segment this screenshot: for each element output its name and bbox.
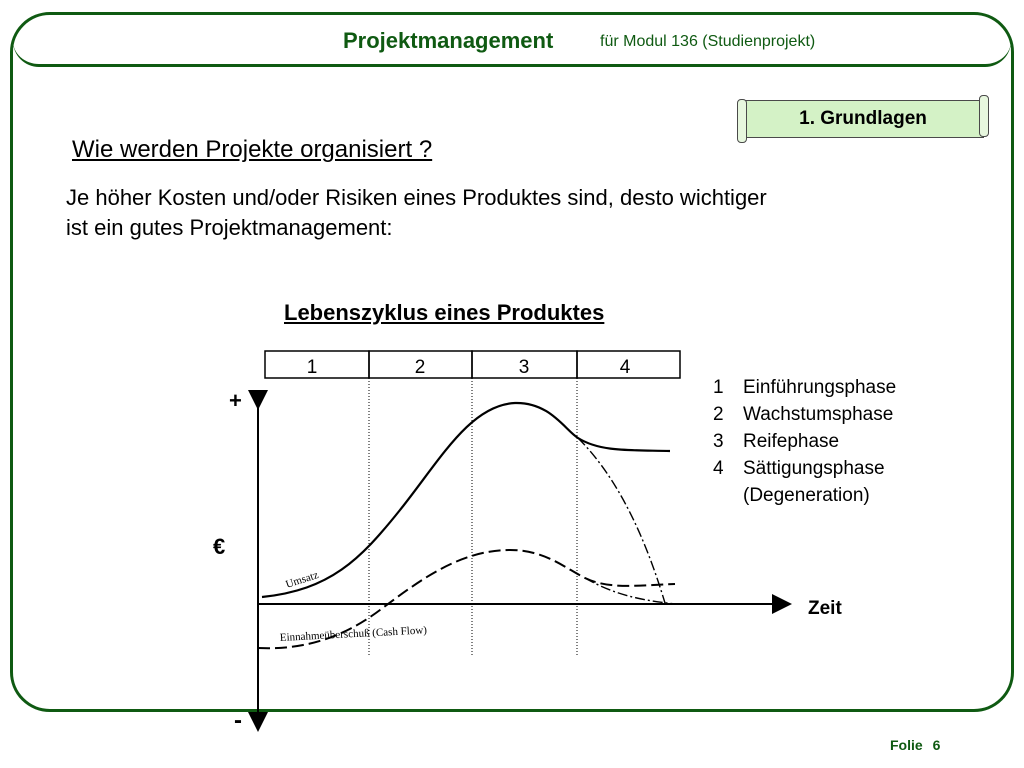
slide-heading: Wie werden Projekte organisiert ? (72, 136, 433, 163)
y-axis-label: € (213, 534, 226, 559)
legend-item-num: 1 (713, 377, 724, 398)
intro-line-1: Je höher Kosten und/oder Risiken eines Produktes sind, desto wichtiger (66, 185, 767, 210)
series-label-cashflow: Einnahmeüberschuß (Cash Flow) (279, 624, 428, 644)
phase-label-1: 1 (306, 357, 318, 378)
legend-item-label: Sättigungsphase (743, 458, 885, 479)
legend-item-label: (Degeneration) (743, 485, 870, 506)
legend-item-num: 4 (713, 458, 724, 479)
legend-item-num: 3 (713, 431, 724, 452)
legend-item (713, 428, 896, 455)
legend-item-label: Einführungsphase (743, 377, 897, 398)
legend-item-label: Wachstumsphase (743, 404, 894, 425)
phase-label-4: 4 (619, 357, 631, 378)
series-umsatz-decline (578, 438, 665, 603)
y-minus-label: - (234, 707, 242, 734)
chart-title: Lebenszyklus eines Produktes (284, 300, 605, 325)
section-badge-label: 1. Grundlagen (799, 108, 927, 129)
legend-item (713, 374, 896, 401)
legend-item (713, 455, 896, 482)
series-label-umsatz: Umsatz (284, 569, 320, 591)
header-subtitle: für Modul 136 (Studienprojekt) (600, 33, 816, 50)
series-umsatz-line (262, 403, 670, 597)
legend-item-num: 2 (713, 404, 724, 425)
legend-item (713, 401, 896, 428)
y-plus-label: + (229, 388, 242, 413)
slide-footer (890, 737, 940, 753)
phase-label-3: 3 (518, 357, 530, 378)
phase-legend (713, 374, 896, 509)
header-title: Projektmanagement (343, 28, 554, 53)
phase-label-2: 2 (414, 357, 426, 378)
x-axis-label: Zeit (808, 598, 842, 619)
footer-label: Folie (890, 737, 923, 753)
legend-item-label: Reifephase (743, 431, 840, 452)
intro-line-2: ist ein gutes Projektmanagement: (66, 215, 393, 240)
legend-item (713, 482, 896, 509)
page-number: 6 (932, 737, 941, 753)
